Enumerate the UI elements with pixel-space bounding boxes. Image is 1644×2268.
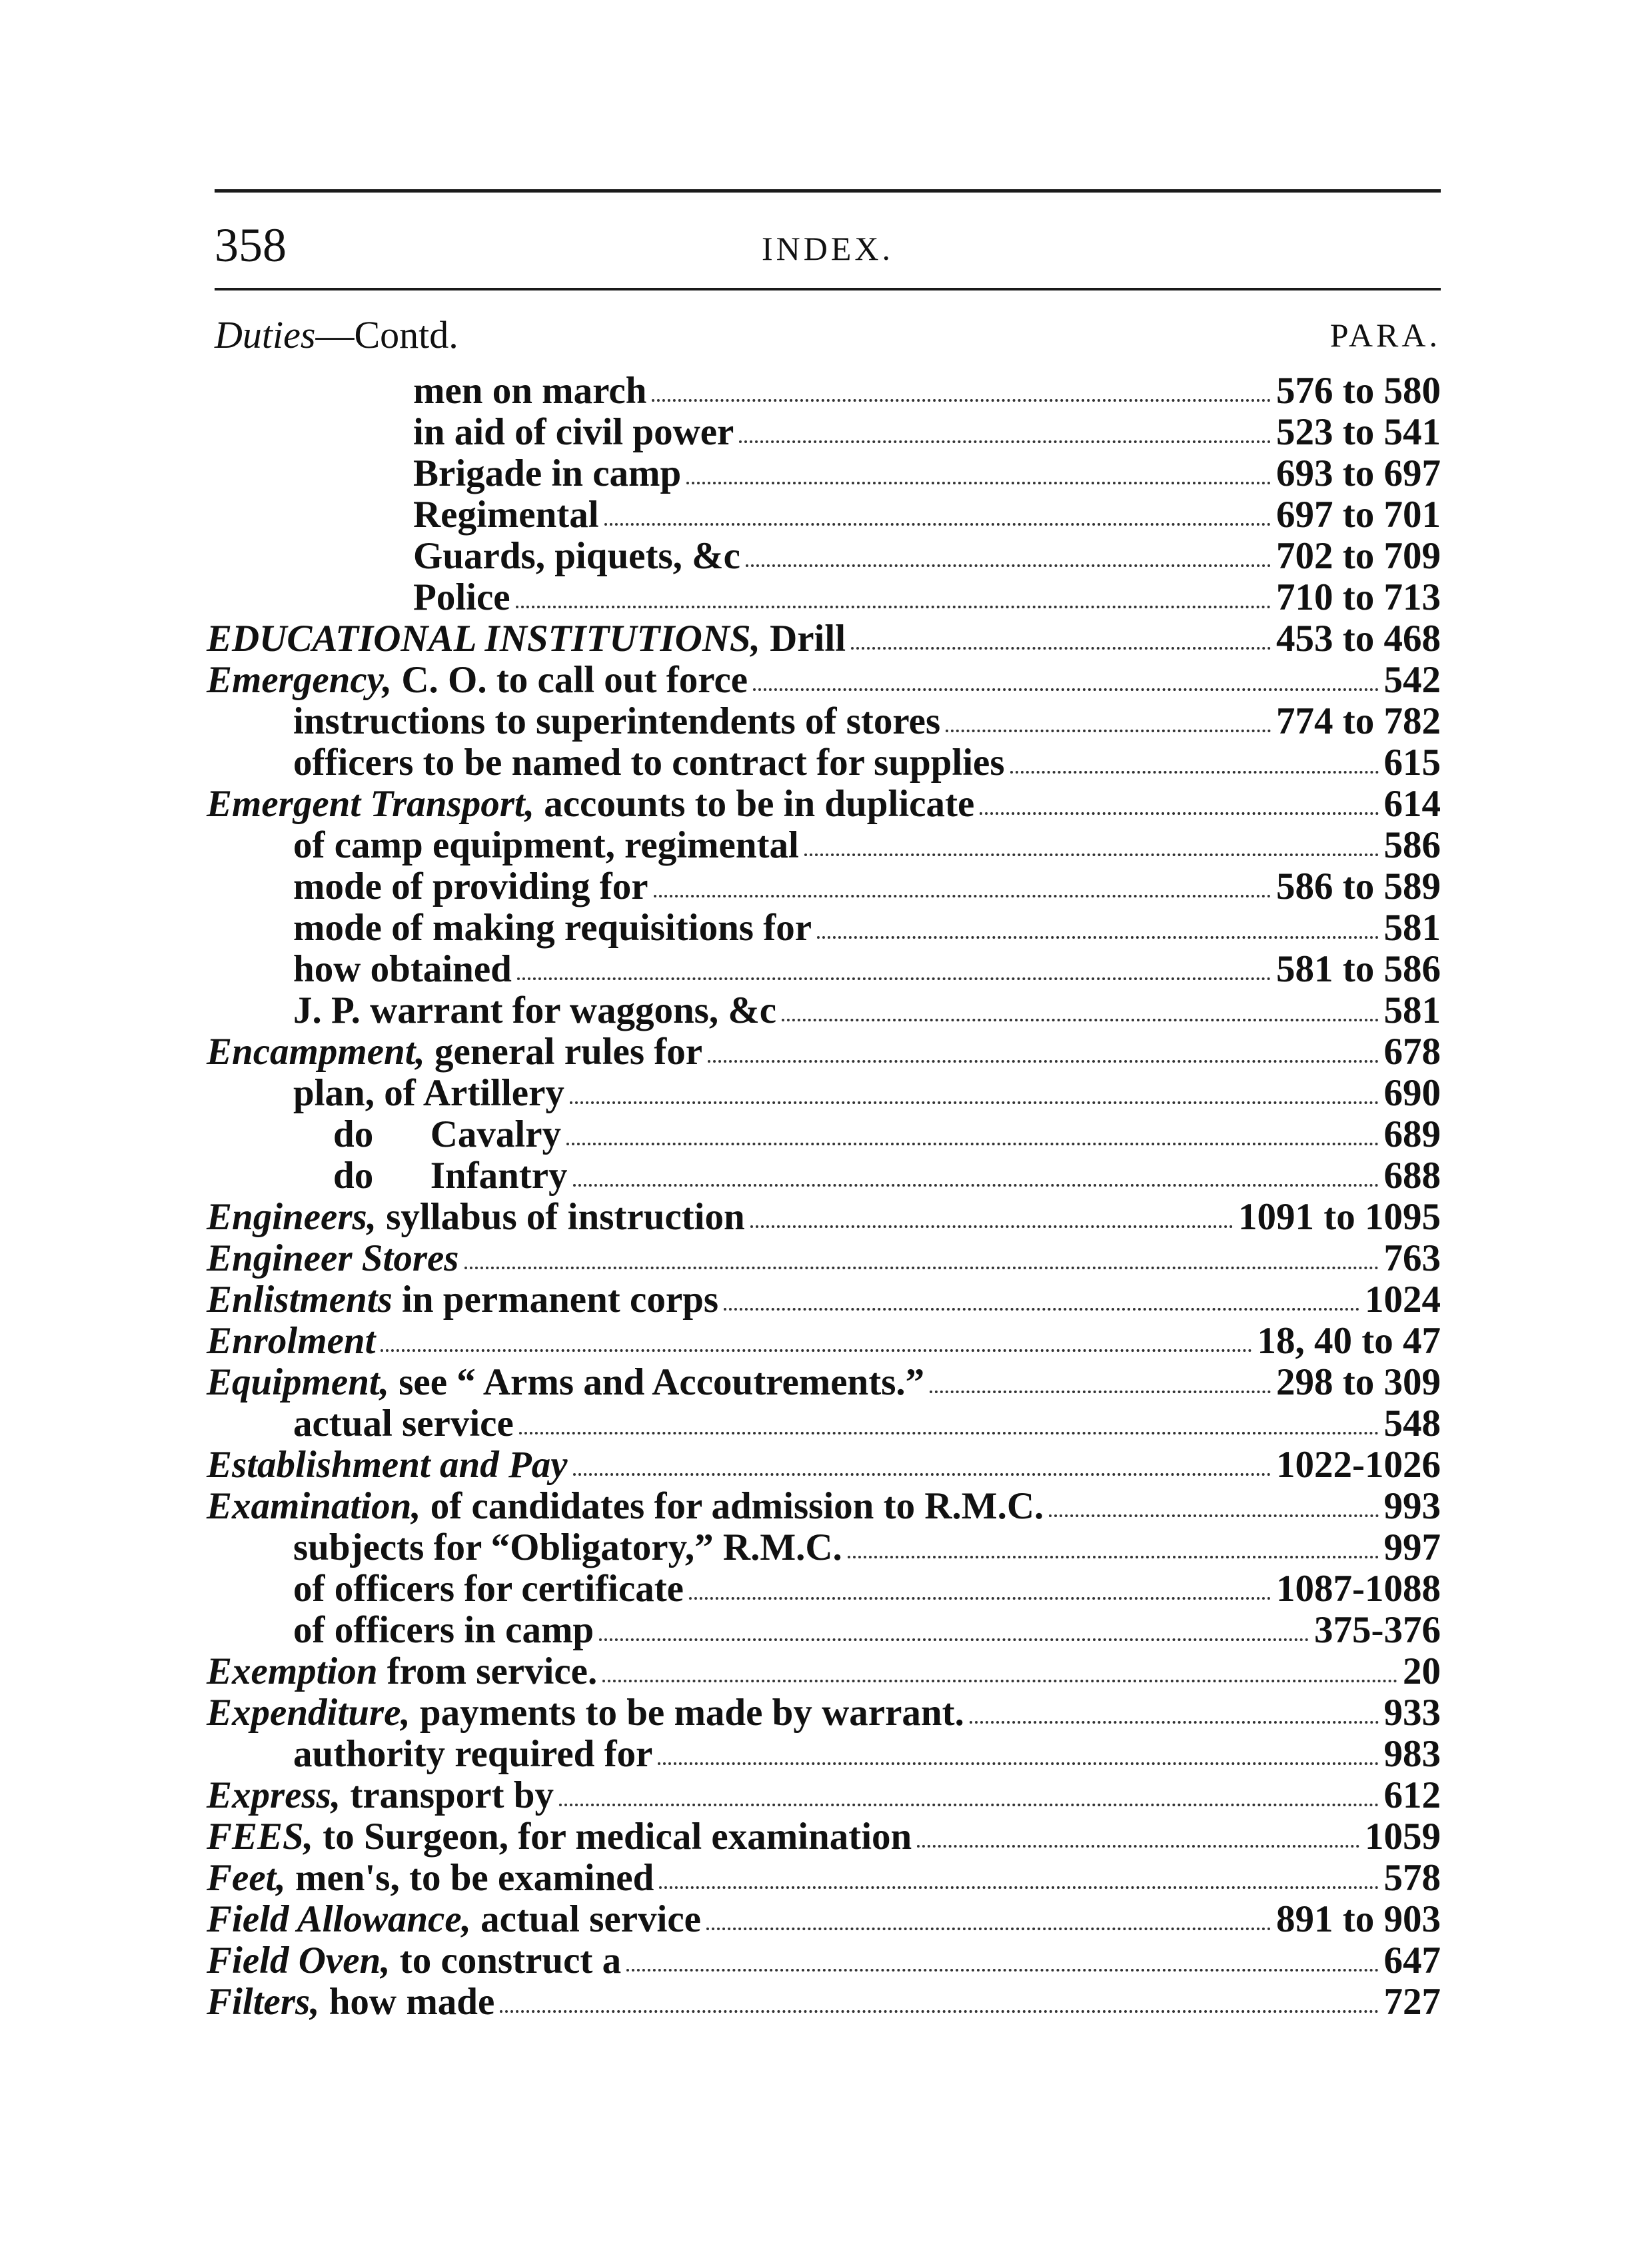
entry-text — [293, 866, 648, 907]
index-entry — [207, 370, 1441, 412]
entry-description: payments to be made by warrant. — [410, 1692, 964, 1734]
entry-description: officers to be named to contract for supplies — [293, 742, 1005, 784]
entry-description: mode of making requisitions for — [293, 907, 812, 949]
entry-description: syllabus of instruction — [376, 1196, 745, 1238]
entry-description: transport by — [341, 1774, 554, 1816]
entry-description: of officers in camp — [293, 1609, 594, 1651]
index-entry — [207, 990, 1441, 1031]
dot-leader — [946, 730, 1271, 732]
entry-reference: 647 — [1383, 1940, 1441, 1982]
index-entry — [207, 1362, 1441, 1403]
dot-leader — [573, 1184, 1379, 1187]
page-number: 358 — [215, 219, 287, 272]
entry-description: general rules for — [424, 1031, 703, 1073]
index-entry — [207, 1568, 1441, 1610]
entry-reference: 710 to 713 — [1276, 576, 1441, 618]
entry-text — [293, 1403, 514, 1444]
dot-leader — [500, 2010, 1378, 2013]
entry-description: Regimental — [413, 494, 599, 536]
entry-reference: 581 — [1383, 907, 1441, 949]
dot-leader — [917, 1845, 1359, 1848]
entry-reference: 578 — [1383, 1857, 1441, 1899]
entry-reference: 612 — [1383, 1774, 1441, 1816]
entry-reference: 693 to 697 — [1276, 452, 1441, 494]
entry-text — [207, 618, 846, 660]
entry-description: see “ Arms and Accoutrements.” — [389, 1361, 925, 1403]
entry-description: authority required for — [293, 1733, 653, 1775]
entry-text — [413, 577, 510, 618]
dot-leader — [519, 1432, 1379, 1434]
dot-leader — [782, 1019, 1378, 1021]
entry-text — [293, 825, 799, 866]
entry-term: Engineers, — [207, 1196, 377, 1238]
index-entry — [207, 536, 1441, 577]
entry-text — [207, 1362, 924, 1403]
index-entry — [207, 577, 1441, 618]
entry-text — [207, 1238, 459, 1279]
entry-text — [293, 949, 512, 990]
entry-reference: 983 — [1383, 1733, 1441, 1775]
entry-description: do Cavalry — [333, 1113, 561, 1155]
entry-description: J. P. warrant for waggons, &c — [293, 989, 777, 1031]
dot-leader — [686, 482, 1271, 484]
entry-text — [207, 1940, 621, 1982]
index-entry — [207, 1155, 1441, 1197]
entry-reference: 891 to 903 — [1276, 1898, 1441, 1940]
dot-leader — [851, 647, 1271, 650]
entry-reference: 615 — [1383, 742, 1441, 784]
entry-description: to construct a — [390, 1940, 622, 1982]
entry-term: Exemption — [207, 1650, 378, 1692]
entry-description: of candidates for admission to R.M.C. — [420, 1485, 1044, 1527]
dot-leader — [689, 1597, 1271, 1600]
entry-text — [333, 1155, 568, 1197]
entry-reference: 18, 40 to 47 — [1257, 1320, 1441, 1362]
index-entry — [207, 1403, 1441, 1444]
entry-reference: 453 to 468 — [1276, 618, 1441, 660]
index-entries — [207, 370, 1441, 2023]
entry-text — [207, 1279, 718, 1321]
index-entry — [207, 949, 1441, 990]
continued-marker: —Contd. — [315, 313, 458, 356]
entry-text — [207, 1816, 912, 1858]
entry-text — [207, 1321, 375, 1362]
entry-reference: 614 — [1383, 783, 1441, 825]
entry-text — [293, 1527, 842, 1568]
entry-term: Establishment and Pay — [207, 1444, 568, 1486]
dot-leader — [517, 977, 1271, 980]
index-entry — [207, 1279, 1441, 1321]
entry-reference: 697 to 701 — [1276, 494, 1441, 536]
dot-leader — [602, 1680, 1397, 1682]
index-entry — [207, 1940, 1441, 1982]
index-entry — [207, 1651, 1441, 1692]
index-entry — [207, 742, 1441, 784]
dot-leader — [930, 1391, 1271, 1393]
dot-leader — [652, 399, 1271, 402]
entry-text — [413, 370, 646, 412]
dot-leader — [1049, 1514, 1378, 1517]
entry-reference: 993 — [1383, 1485, 1441, 1527]
entry-reference: 1024 — [1365, 1279, 1441, 1321]
para-column-label: PARA. — [1329, 316, 1441, 354]
entry-reference: 581 — [1383, 989, 1441, 1031]
index-entry — [207, 1899, 1441, 1940]
entry-reference: 774 to 782 — [1276, 700, 1441, 742]
entry-reference: 1059 — [1365, 1816, 1441, 1858]
entry-description: how made — [319, 1981, 495, 2023]
entry-reference: 586 to 589 — [1276, 865, 1441, 907]
entry-description: subjects for “Obligatory,” R.M.C. — [293, 1526, 842, 1568]
index-entry — [207, 784, 1441, 825]
entry-term: Equipment, — [207, 1361, 389, 1403]
entry-term: FEES, — [207, 1816, 314, 1858]
entry-text — [207, 1031, 702, 1073]
index-entry — [207, 1321, 1441, 1362]
entry-reference: 933 — [1383, 1692, 1441, 1734]
dot-leader — [566, 1143, 1379, 1145]
dot-leader — [708, 1060, 1378, 1063]
entry-term: Feet, — [207, 1857, 286, 1899]
dot-leader — [658, 1762, 1378, 1765]
entry-description: Drill — [760, 618, 846, 660]
entry-term: Enlistments — [207, 1279, 393, 1321]
entry-description: how obtained — [293, 948, 512, 990]
index-entry — [207, 453, 1441, 494]
entry-description: in permanent corps — [392, 1279, 718, 1321]
index-entry — [207, 1114, 1441, 1155]
entry-description: Guards, piquets, &c — [413, 535, 740, 577]
entry-text — [293, 1610, 594, 1651]
entry-text — [333, 1114, 561, 1155]
index-entry — [207, 1031, 1441, 1073]
entry-description: of camp equipment, regimental — [293, 824, 799, 866]
entry-text — [207, 660, 748, 701]
index-entry — [207, 412, 1441, 453]
dot-leader — [980, 812, 1378, 815]
dot-leader — [381, 1349, 1251, 1352]
entry-term: Emergent Transport, — [207, 783, 534, 825]
entry-text — [207, 1197, 745, 1238]
entry-term: Engineer Stores — [207, 1237, 459, 1279]
entry-term: EDUCATIONAL INSTITUTIONS, — [207, 618, 760, 660]
entry-reference: 678 — [1383, 1031, 1441, 1073]
top-rule — [215, 189, 1441, 193]
entry-reference: 576 to 580 — [1276, 370, 1441, 412]
entry-term: Express, — [207, 1774, 341, 1816]
entry-text — [207, 1775, 554, 1816]
entry-reference: 581 to 586 — [1276, 948, 1441, 990]
entry-reference: 763 — [1383, 1237, 1441, 1279]
dot-leader — [1010, 771, 1379, 774]
entry-reference: 542 — [1383, 659, 1441, 701]
continued-heading-text — [215, 305, 458, 365]
entry-description: from service. — [377, 1650, 598, 1692]
dot-leader — [626, 1969, 1378, 1972]
dot-leader — [753, 688, 1378, 691]
dot-leader — [739, 440, 1271, 443]
index-entry — [207, 1610, 1441, 1651]
entry-description: men on march — [413, 370, 647, 412]
entry-description: actual service — [293, 1403, 514, 1444]
index-entry — [207, 1238, 1441, 1279]
entry-reference: 586 — [1383, 824, 1441, 866]
entry-term: Emergency, — [207, 659, 393, 701]
index-entry — [207, 1692, 1441, 1734]
entry-term: Expenditure, — [207, 1692, 411, 1734]
index-entry — [207, 907, 1441, 949]
entry-term: Field Allowance, — [207, 1898, 471, 1940]
entry-description: mode of providing for — [293, 865, 648, 907]
entry-text — [207, 784, 974, 825]
entry-text — [293, 907, 812, 949]
dot-leader — [604, 523, 1271, 526]
entry-reference: 1022-1026 — [1276, 1444, 1441, 1486]
entry-reference: 548 — [1383, 1403, 1441, 1444]
index-entry — [207, 1486, 1441, 1527]
entry-reference: 997 — [1383, 1526, 1441, 1568]
entry-description: Brigade in camp — [413, 452, 682, 494]
dot-leader — [464, 1267, 1379, 1269]
index-entry — [207, 494, 1441, 536]
index-entry — [207, 1982, 1441, 2023]
entry-text — [293, 701, 940, 742]
entry-description: men's, to be examined — [285, 1857, 654, 1899]
entry-description: plan, of Artillery — [293, 1072, 564, 1114]
entry-text — [207, 1982, 494, 2023]
entry-description: actual service — [470, 1898, 701, 1940]
index-entry — [207, 1816, 1441, 1858]
entry-reference: 1091 to 1095 — [1238, 1196, 1441, 1238]
entry-term: Filters, — [207, 1981, 320, 2023]
index-entry — [207, 1527, 1441, 1568]
entry-description: instructions to superintendents of stores — [293, 700, 941, 742]
index-entry — [207, 1734, 1441, 1775]
entry-description: to Surgeon, for medical examination — [313, 1816, 912, 1858]
entry-text — [293, 990, 776, 1031]
dot-leader — [706, 1928, 1271, 1930]
index-entry — [207, 701, 1441, 742]
entry-reference: 689 — [1383, 1113, 1441, 1155]
entry-reference: 20 — [1403, 1650, 1441, 1692]
continued-heading-term: Duties — [215, 313, 316, 356]
entry-text — [207, 1486, 1044, 1527]
entry-text — [413, 412, 734, 453]
entry-term: Examination, — [207, 1485, 421, 1527]
entry-reference: 690 — [1383, 1072, 1441, 1114]
entry-text — [293, 742, 1005, 784]
entry-term: Encampment, — [207, 1031, 425, 1073]
index-entry — [207, 825, 1441, 866]
dot-leader — [817, 936, 1379, 939]
entry-text — [207, 1651, 597, 1692]
index-entry — [207, 1858, 1441, 1899]
entry-reference: 1087-1088 — [1276, 1568, 1441, 1610]
dot-leader — [573, 1473, 1271, 1476]
index-entry — [207, 866, 1441, 907]
entry-text — [413, 453, 681, 494]
entry-text — [207, 1444, 568, 1486]
index-entry — [207, 618, 1441, 660]
dot-leader — [804, 853, 1379, 856]
running-head: INDEX. — [761, 230, 894, 267]
index-entry — [207, 1073, 1441, 1114]
header-rule — [215, 288, 1441, 290]
index-entry — [207, 660, 1441, 701]
entry-reference: 702 to 709 — [1276, 535, 1441, 577]
dot-leader — [516, 606, 1271, 608]
page-header — [215, 212, 1441, 279]
entry-term: Enrolment — [207, 1320, 376, 1362]
entry-description: of officers for certificate — [293, 1568, 684, 1610]
entry-text — [293, 1734, 652, 1775]
dot-leader — [599, 1638, 1309, 1641]
entry-term: Field Oven, — [207, 1940, 391, 1982]
entry-reference: 375-376 — [1314, 1609, 1441, 1651]
dot-leader — [746, 564, 1271, 567]
index-entry — [207, 1444, 1441, 1486]
entry-reference: 727 — [1383, 1981, 1441, 2023]
entry-text — [413, 494, 599, 536]
dot-leader — [570, 1101, 1379, 1104]
dot-leader — [559, 1804, 1379, 1806]
dot-leader — [724, 1308, 1359, 1311]
entry-description: in aid of civil power — [413, 411, 734, 453]
entry-text — [207, 1692, 964, 1734]
continued-heading — [215, 305, 1441, 365]
entry-reference: 523 to 541 — [1276, 411, 1441, 453]
entry-text — [293, 1073, 564, 1114]
dot-leader — [659, 1886, 1378, 1889]
entry-description: accounts to be in duplicate — [534, 783, 975, 825]
entry-description: C. O. to call out force — [392, 659, 748, 701]
entry-reference: 688 — [1383, 1155, 1441, 1197]
entry-text — [293, 1568, 684, 1610]
entry-description: Police — [413, 576, 510, 618]
entry-text — [207, 1899, 701, 1940]
index-entry — [207, 1197, 1441, 1238]
entry-description: do Infantry — [333, 1155, 568, 1197]
entry-reference: 298 to 309 — [1276, 1361, 1441, 1403]
dot-leader — [750, 1225, 1233, 1228]
index-entry — [207, 1775, 1441, 1816]
dot-leader — [848, 1556, 1379, 1558]
entry-text — [207, 1858, 654, 1899]
dot-leader — [970, 1721, 1379, 1724]
dot-leader — [654, 895, 1271, 897]
entry-text — [413, 536, 740, 577]
